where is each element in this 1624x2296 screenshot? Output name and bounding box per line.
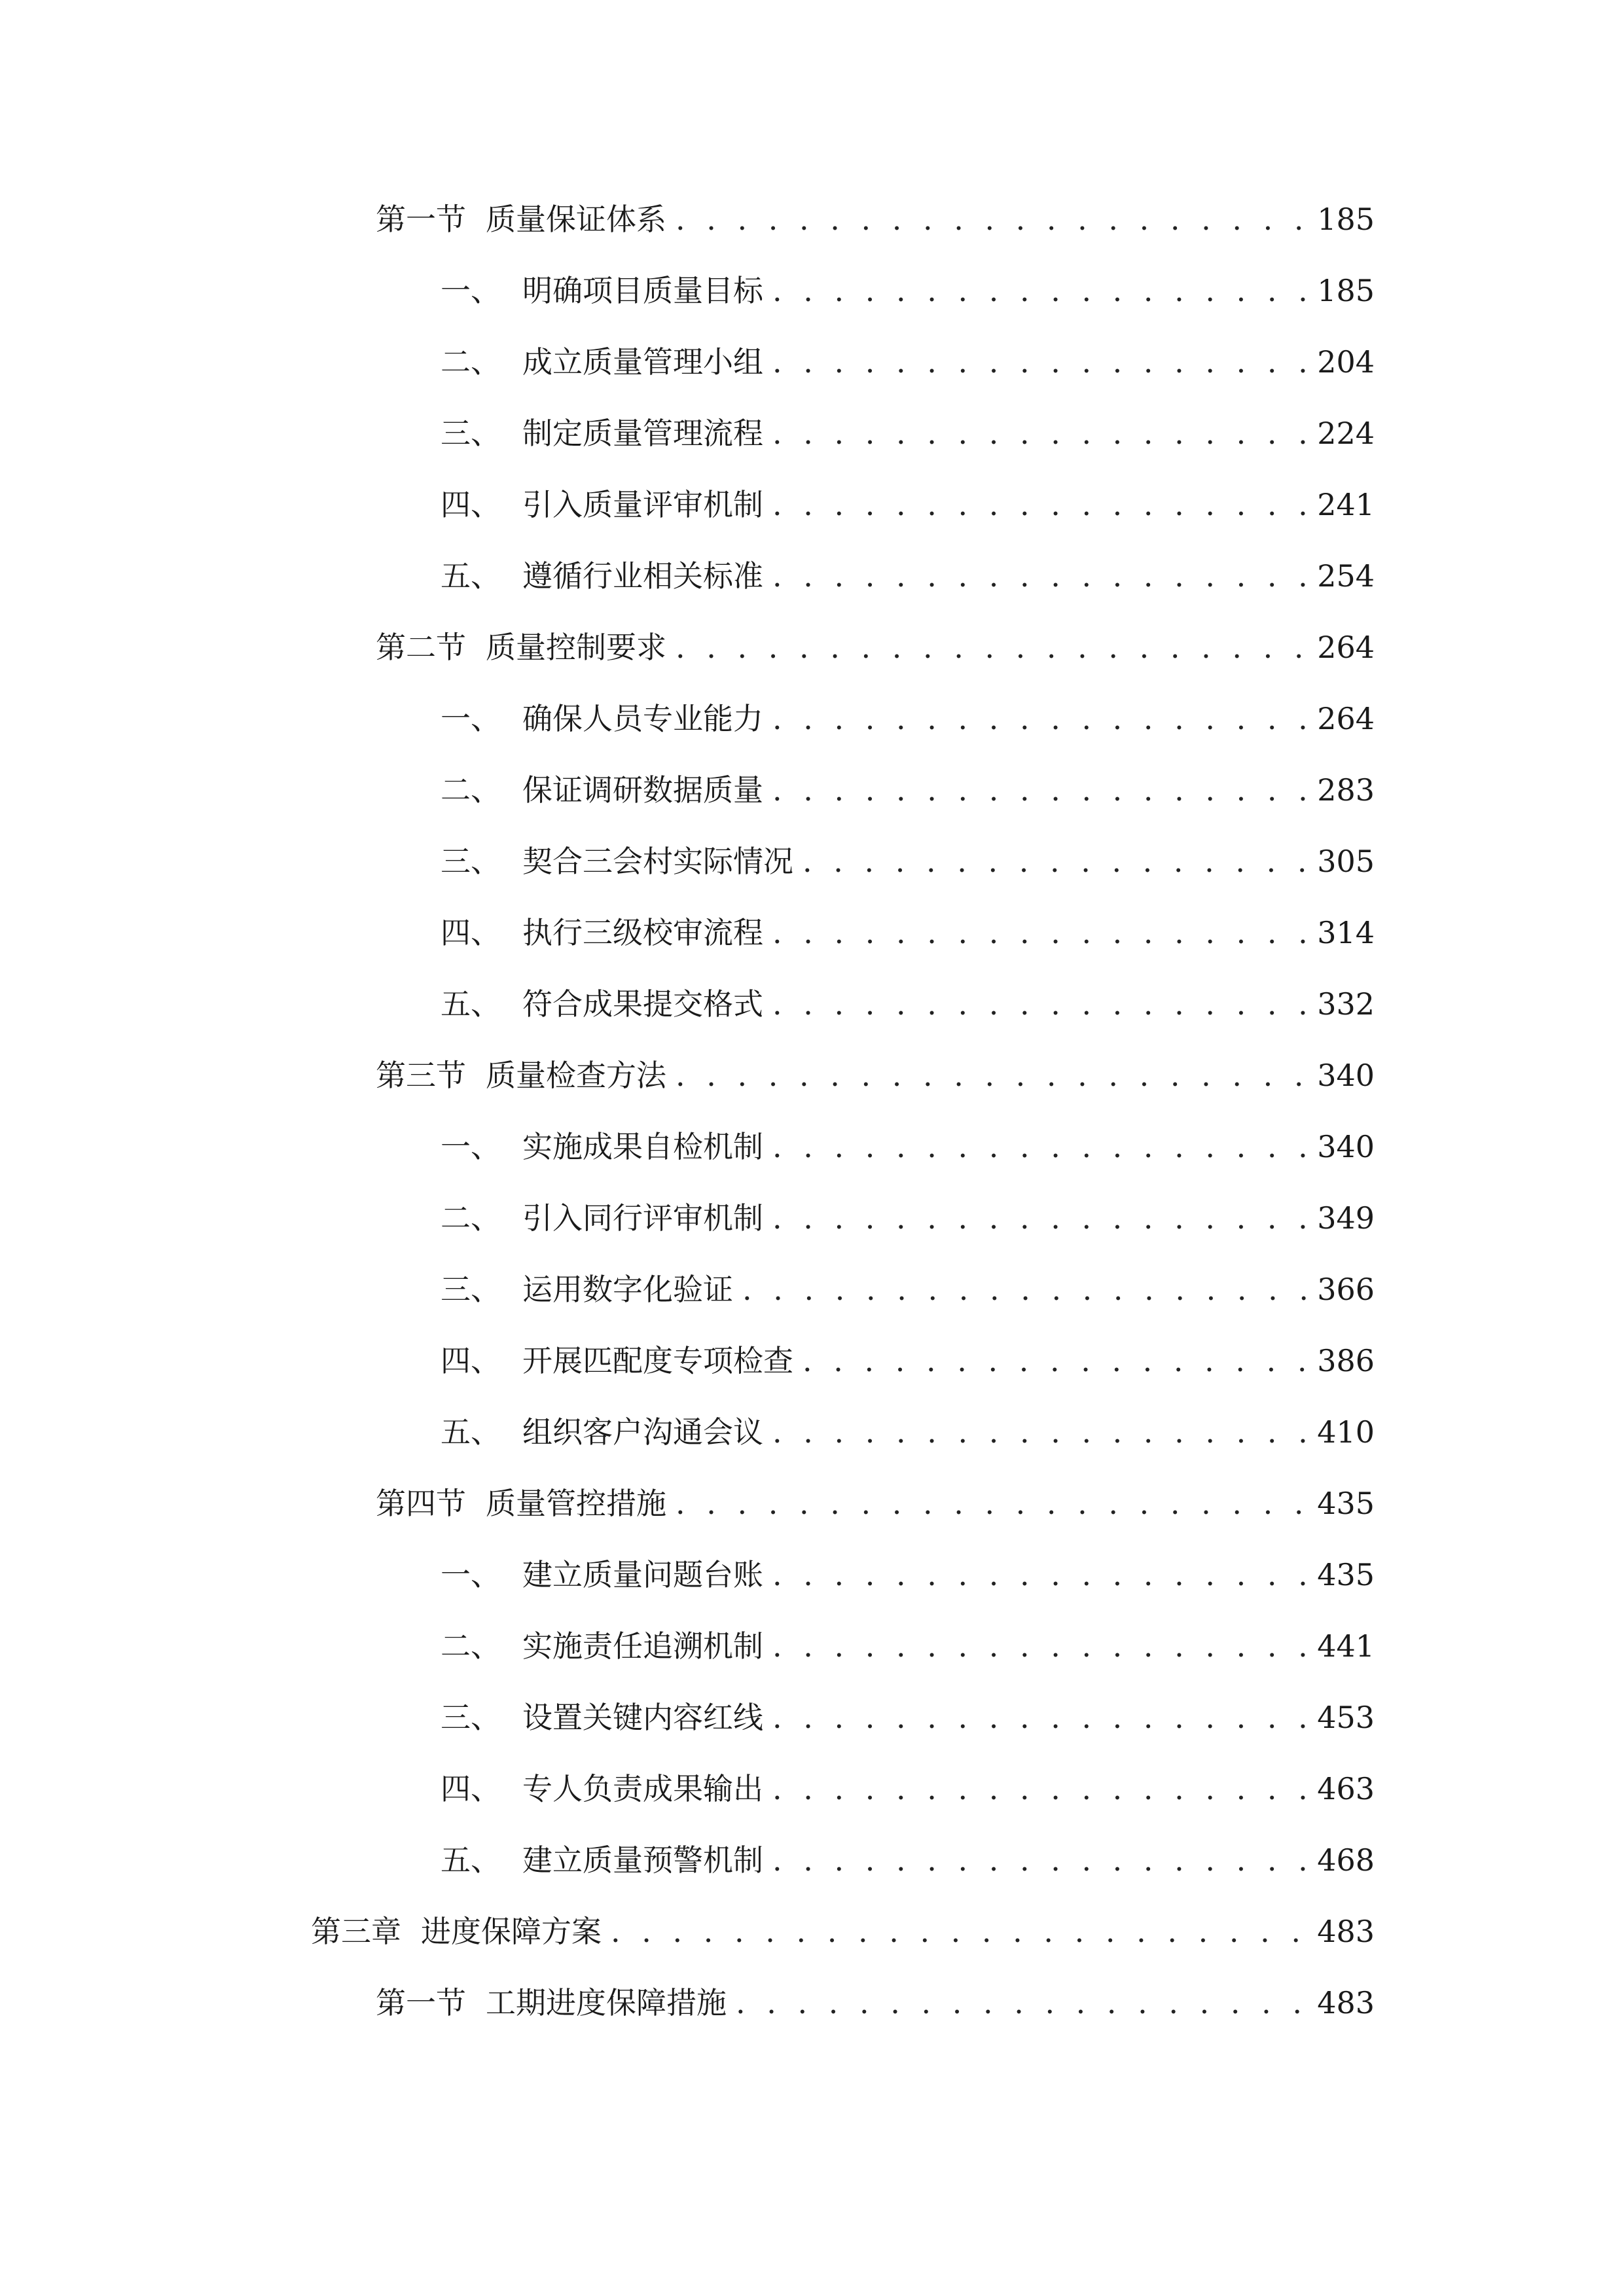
toc-dot-leader [772, 1549, 1309, 1601]
toc-dot-leader [772, 1691, 1309, 1744]
toc-page-number: 468 [1317, 1842, 1375, 1878]
toc-entry-title: 制定质量管理流程 [522, 416, 763, 451]
toc-entry-title: 专人负责成果输出 [522, 1771, 763, 1806]
toc-item-number: 二、 [441, 1200, 501, 1236]
toc-section-entry[interactable] [376, 193, 1375, 245]
toc-item-number: 四、 [441, 915, 501, 950]
toc-chapter-entry[interactable] [311, 1905, 1375, 1958]
toc-page-number: 185 [1317, 202, 1375, 237]
toc-page-number: 435 [1317, 1557, 1375, 1592]
toc-entry-title: 保证调研数据质量 [522, 772, 763, 808]
toc-entry-title: 执行三级校审流程 [522, 915, 763, 950]
toc-item-number: 一、 [441, 273, 501, 308]
toc-page-number: 283 [1317, 772, 1375, 808]
toc-dot-leader [772, 264, 1309, 317]
toc-dot-leader [772, 1620, 1309, 1672]
toc-dot-leader [772, 1763, 1309, 1815]
toc-item-entry[interactable] [441, 1834, 1375, 1886]
toc-entry-title: 引入同行评审机制 [522, 1200, 763, 1236]
toc-entry-title: 符合成果提交格式 [522, 986, 763, 1022]
toc-item-entry[interactable] [441, 1192, 1375, 1244]
toc-dot-leader [803, 1335, 1309, 1387]
toc-item-number: 五、 [441, 558, 501, 594]
toc-page-number: 349 [1317, 1200, 1375, 1236]
toc-section-number: 第二节 [376, 630, 466, 665]
toc-item-number: 二、 [441, 344, 501, 380]
toc-entry-title: 质量控制要求 [486, 630, 666, 665]
toc-item-entry[interactable] [441, 978, 1375, 1030]
toc-page-number: 305 [1317, 844, 1375, 879]
toc-item-number: 三、 [441, 416, 501, 451]
toc-item-number: 三、 [441, 1272, 501, 1307]
toc-item-entry[interactable] [441, 1549, 1375, 1601]
toc-dot-leader [772, 336, 1309, 388]
toc-entry-title: 引入质量评审机制 [522, 487, 763, 522]
toc-page-number: 435 [1317, 1486, 1375, 1521]
toc-dot-leader [772, 764, 1309, 816]
toc-item-entry[interactable] [441, 1763, 1375, 1815]
toc-dot-leader [742, 1263, 1309, 1316]
toc-item-number: 三、 [441, 844, 501, 879]
toc-dot-leader [772, 407, 1309, 459]
toc-item-entry[interactable] [441, 1406, 1375, 1458]
toc-dot-leader [772, 1406, 1309, 1458]
toc-section-number: 第三节 [376, 1058, 466, 1093]
toc-dot-leader [736, 1977, 1309, 2029]
toc-section-number: 第四节 [376, 1486, 466, 1521]
toc-entry-title: 契合三会村实际情况 [522, 844, 793, 879]
toc-item-entry[interactable] [441, 1691, 1375, 1744]
toc-chapter-number: 第三章 [311, 1914, 401, 1949]
toc-item-entry[interactable] [441, 336, 1375, 388]
toc-page-number: 386 [1317, 1343, 1375, 1378]
toc-page-number: 185 [1317, 273, 1375, 308]
toc-dot-leader [772, 478, 1309, 531]
toc-page-number: 254 [1317, 558, 1375, 594]
toc-entry-title: 质量保证体系 [486, 202, 666, 237]
toc-page-number: 340 [1317, 1058, 1375, 1093]
toc-dot-leader [676, 1049, 1309, 1102]
toc-page-number: 410 [1317, 1414, 1375, 1450]
toc-item-entry[interactable] [441, 1263, 1375, 1316]
toc-dot-leader [772, 978, 1309, 1030]
toc-item-entry[interactable] [441, 764, 1375, 816]
toc-item-number: 一、 [441, 701, 501, 736]
toc-item-number: 五、 [441, 1842, 501, 1878]
toc-entry-title: 质量检查方法 [486, 1058, 666, 1093]
toc-dot-leader [803, 835, 1309, 888]
toc-page-number: 332 [1317, 986, 1375, 1022]
toc-entry-title: 运用数字化验证 [522, 1272, 733, 1307]
toc-page-number: 264 [1317, 701, 1375, 736]
toc-item-entry[interactable] [441, 692, 1375, 745]
toc-dot-leader [772, 692, 1309, 745]
toc-page-number: 441 [1317, 1628, 1375, 1664]
toc-item-number: 四、 [441, 487, 501, 522]
toc-item-number: 四、 [441, 1771, 501, 1806]
toc-item-number: 五、 [441, 1414, 501, 1450]
toc-item-entry[interactable] [441, 264, 1375, 317]
toc-entry-title: 工期进度保障措施 [486, 1985, 727, 2020]
toc-page-number: 241 [1317, 487, 1375, 522]
toc-dot-leader [611, 1905, 1309, 1958]
toc-item-entry[interactable] [441, 550, 1375, 602]
toc-page-number: 224 [1317, 416, 1375, 451]
toc-page-number: 366 [1317, 1272, 1375, 1307]
toc-item-entry[interactable] [441, 407, 1375, 459]
toc-section-entry[interactable] [376, 1977, 1375, 2029]
toc-page-number: 483 [1317, 1985, 1375, 2020]
toc-section-number: 第一节 [376, 202, 466, 237]
toc-entry-title: 实施责任追溯机制 [522, 1628, 763, 1664]
toc-page-number: 463 [1317, 1771, 1375, 1806]
toc-entry-title: 实施成果自检机制 [522, 1129, 763, 1164]
toc-entry-title: 开展匹配度专项检查 [522, 1343, 793, 1378]
toc-entry-title: 遵循行业相关标准 [522, 558, 763, 594]
toc-page-number: 204 [1317, 344, 1375, 380]
toc-item-number: 四、 [441, 1343, 501, 1378]
toc-item-entry[interactable] [441, 906, 1375, 959]
toc-dot-leader [772, 906, 1309, 959]
toc-page-number: 453 [1317, 1700, 1375, 1735]
toc-entry-title: 确保人员专业能力 [522, 701, 763, 736]
toc-item-entry[interactable] [441, 1121, 1375, 1173]
toc-item-number: 五、 [441, 986, 501, 1022]
toc-item-entry[interactable] [441, 1335, 1375, 1387]
toc-dot-leader [772, 550, 1309, 602]
toc-item-number: 二、 [441, 1628, 501, 1664]
toc-entry-title: 成立质量管理小组 [522, 344, 763, 380]
toc-entry-title: 进度保障方案 [421, 1914, 602, 1949]
toc-item-entry[interactable] [441, 478, 1375, 531]
toc-item-number: 三、 [441, 1700, 501, 1735]
toc-entry-title: 建立质量问题台账 [522, 1557, 763, 1592]
toc-page-number: 264 [1317, 630, 1375, 665]
toc-dot-leader [772, 1192, 1309, 1244]
toc-page-number: 483 [1317, 1914, 1375, 1949]
toc-item-number: 二、 [441, 772, 501, 808]
toc-item-number: 一、 [441, 1129, 501, 1164]
toc-entry-title: 组织客户沟通会议 [522, 1414, 763, 1450]
toc-section-entry[interactable] [376, 1049, 1375, 1102]
toc-dot-leader [772, 1121, 1309, 1173]
toc-entry-title: 明确项目质量目标 [522, 273, 763, 308]
toc-section-number: 第一节 [376, 1985, 466, 2020]
toc-section-entry[interactable] [376, 621, 1375, 673]
toc-entry-title: 设置关键内容红线 [522, 1700, 763, 1735]
toc-page-number: 340 [1317, 1129, 1375, 1164]
toc-dot-leader [676, 621, 1309, 673]
toc-dot-leader [676, 193, 1309, 245]
toc-page-number: 314 [1317, 915, 1375, 950]
toc-dot-leader [772, 1834, 1309, 1886]
toc-item-entry[interactable] [441, 1620, 1375, 1672]
toc-entry-title: 质量管控措施 [486, 1486, 666, 1521]
toc-section-entry[interactable] [376, 1477, 1375, 1530]
toc-entry-title: 建立质量预警机制 [522, 1842, 763, 1878]
toc-item-entry[interactable] [441, 835, 1375, 888]
toc-item-number: 一、 [441, 1557, 501, 1592]
toc-dot-leader [676, 1477, 1309, 1530]
